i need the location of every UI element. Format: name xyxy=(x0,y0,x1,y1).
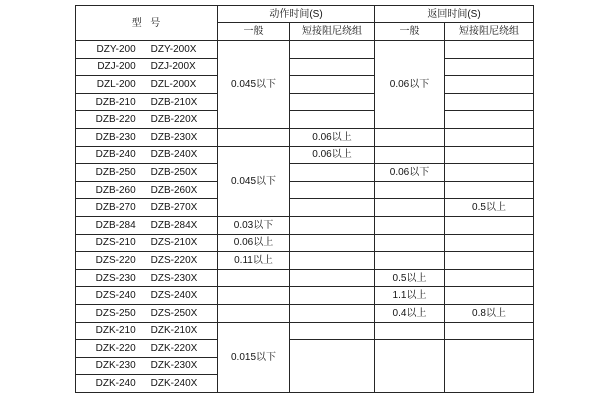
return-damped-winding-cell xyxy=(445,76,534,94)
return-damped-winding-cell xyxy=(445,58,534,76)
action-damped-winding-cell xyxy=(290,252,375,270)
return-general-cell xyxy=(375,234,445,252)
model-name: DZB-210 xyxy=(95,96,136,108)
return-damped-winding-cell xyxy=(445,111,534,129)
col-header-model: 型 号 xyxy=(76,6,218,41)
model-name: DZS-240 xyxy=(95,290,136,302)
return-damped-winding-cell: 0.5以上 xyxy=(445,199,534,217)
action-damped-winding-cell xyxy=(290,199,375,217)
model-name-x-variant: DZS-250X xyxy=(150,307,198,319)
model-name-x-variant: DZB-230X xyxy=(150,131,198,143)
action-general-cell: 0.03以下 xyxy=(218,216,290,234)
model-name-x-variant: DZK-210X xyxy=(150,325,198,337)
model-name: DZB-230 xyxy=(95,131,136,143)
model-cell xyxy=(76,41,218,59)
action-damped-winding-cell xyxy=(290,269,375,287)
model-cell xyxy=(76,269,218,287)
model-name-x-variant: DZY-200X xyxy=(150,43,197,55)
model-name: DZS-210 xyxy=(95,237,136,249)
model-cell xyxy=(76,181,218,199)
action-general-cell xyxy=(218,304,290,322)
action-damped-winding-cell xyxy=(290,287,375,305)
model-name-x-variant: DZS-230X xyxy=(150,272,198,284)
return-general-cell xyxy=(375,322,445,340)
model-name: DZJ-200 xyxy=(97,61,136,73)
action-general-cell xyxy=(218,287,290,305)
return-damped-winding-cell xyxy=(445,93,534,111)
table-row xyxy=(76,76,534,94)
table-row xyxy=(76,216,534,234)
action-general-cell: 0.11以上 xyxy=(218,252,290,270)
return-general-cell xyxy=(375,199,445,217)
return-damped-winding-cell xyxy=(445,287,534,305)
model-cell xyxy=(76,111,218,129)
model-cell xyxy=(76,128,218,146)
table-row xyxy=(76,181,534,199)
action-damped-winding-cell xyxy=(290,111,375,129)
return-damped-winding-cell xyxy=(445,234,534,252)
model-name: DZY-200 xyxy=(96,43,136,55)
model-name-x-variant: DZS-210X xyxy=(150,237,198,249)
model-name: DZB-284 xyxy=(95,219,136,231)
return-general-cell xyxy=(375,128,445,146)
return-damped-winding-cell xyxy=(445,146,534,164)
action-damped-winding-cell xyxy=(290,322,375,340)
model-cell xyxy=(76,304,218,322)
return-damped-winding-cell xyxy=(445,164,534,182)
table-row xyxy=(76,146,534,164)
action-damped-winding-cell xyxy=(290,304,375,322)
table-row xyxy=(76,304,534,322)
model-name: DZK-210 xyxy=(95,325,136,337)
model-name: DZS-230 xyxy=(95,272,136,284)
model-name-x-variant: DZJ-200X xyxy=(150,61,196,73)
model-name-x-variant: DZK-240X xyxy=(150,378,198,390)
col-header-action-general: 一般 xyxy=(218,23,290,41)
return-general-cell: 0.06以下 xyxy=(375,164,445,182)
model-name-x-variant: DZB-240X xyxy=(150,149,198,161)
return-damped-winding-cell xyxy=(445,41,534,59)
header-row-groups xyxy=(76,6,534,23)
action-general-cell: 0.015以下 xyxy=(218,322,290,393)
model-cell xyxy=(76,58,218,76)
return-general-cell xyxy=(375,146,445,164)
col-header-action-damped-winding: 短接阻尼绕组 xyxy=(290,23,375,41)
model-cell xyxy=(76,164,218,182)
model-cell xyxy=(76,252,218,270)
model-name-x-variant: DZB-250X xyxy=(150,166,198,178)
model-name-x-variant: DZB-284X xyxy=(150,219,198,231)
model-cell xyxy=(76,76,218,94)
action-damped-winding-cell: 0.06以上 xyxy=(290,128,375,146)
action-damped-winding-cell xyxy=(290,216,375,234)
model-name-x-variant: DZS-220X xyxy=(150,254,198,266)
model-cell xyxy=(76,375,218,393)
return-general-cell: 0.4以上 xyxy=(375,304,445,322)
table-row xyxy=(76,322,534,340)
model-name: DZB-250 xyxy=(95,166,136,178)
return-general-cell xyxy=(375,252,445,270)
action-damped-winding-cell xyxy=(290,340,375,393)
action-damped-winding-cell xyxy=(290,164,375,182)
return-damped-winding-cell xyxy=(445,340,534,393)
return-general-cell xyxy=(375,340,445,393)
action-general-cell: 0.06以上 xyxy=(218,234,290,252)
return-damped-winding-cell xyxy=(445,252,534,270)
model-name-x-variant: DZB-210X xyxy=(150,96,198,108)
table-row xyxy=(76,234,534,252)
model-cell xyxy=(76,93,218,111)
model-cell xyxy=(76,357,218,375)
model-name-x-variant: DZB-220X xyxy=(150,114,198,126)
table-row xyxy=(76,199,534,217)
action-damped-winding-cell: 0.06以上 xyxy=(290,146,375,164)
model-name: DZB-270 xyxy=(95,202,136,214)
return-general-cell: 0.5以上 xyxy=(375,269,445,287)
table-row xyxy=(76,287,534,305)
model-name: DZK-240 xyxy=(95,378,136,390)
action-general-cell xyxy=(218,128,290,146)
model-cell xyxy=(76,322,218,340)
model-cell xyxy=(76,287,218,305)
action-damped-winding-cell xyxy=(290,76,375,94)
return-damped-winding-cell: 0.8以上 xyxy=(445,304,534,322)
col-header-return-time: 返回时间(S) xyxy=(375,6,534,23)
col-header-return-general: 一般 xyxy=(375,23,445,41)
table-row xyxy=(76,269,534,287)
model-cell xyxy=(76,340,218,358)
action-damped-winding-cell xyxy=(290,93,375,111)
action-damped-winding-cell xyxy=(290,234,375,252)
table-row xyxy=(76,41,534,59)
action-damped-winding-cell xyxy=(290,58,375,76)
table-row xyxy=(76,128,534,146)
model-name: DZK-220 xyxy=(95,342,136,354)
model-name-x-variant: DZL-200X xyxy=(150,78,197,90)
table-body xyxy=(76,41,534,393)
model-cell xyxy=(76,146,218,164)
action-damped-winding-cell xyxy=(290,181,375,199)
action-general-cell: 0.045以下 xyxy=(218,41,290,129)
model-name-x-variant: DZK-230X xyxy=(150,360,198,372)
return-general-cell: 0.06以下 xyxy=(375,41,445,129)
return-damped-winding-cell xyxy=(445,181,534,199)
model-name: DZB-240 xyxy=(95,149,136,161)
model-name-x-variant: DZS-240X xyxy=(150,290,198,302)
model-name: DZS-220 xyxy=(95,254,136,266)
model-name: DZB-260 xyxy=(95,184,136,196)
col-header-return-damped-winding: 短接阻尼绕组 xyxy=(445,23,534,41)
return-general-cell xyxy=(375,216,445,234)
table-row xyxy=(76,93,534,111)
return-damped-winding-cell xyxy=(445,216,534,234)
action-damped-winding-cell xyxy=(290,41,375,59)
model-name: DZK-230 xyxy=(95,360,136,372)
model-cell xyxy=(76,234,218,252)
model-cell xyxy=(76,199,218,217)
relay-timing-table xyxy=(75,5,534,393)
model-name-x-variant: DZK-220X xyxy=(150,342,198,354)
action-general-cell: 0.045以下 xyxy=(218,146,290,216)
table-row xyxy=(76,111,534,129)
action-general-cell xyxy=(218,269,290,287)
table-row xyxy=(76,58,534,76)
model-cell xyxy=(76,216,218,234)
table-row xyxy=(76,252,534,270)
table-row xyxy=(76,164,534,182)
return-damped-winding-cell xyxy=(445,269,534,287)
table-header xyxy=(76,6,534,41)
table-row xyxy=(76,340,534,358)
model-name-x-variant: DZB-260X xyxy=(150,184,198,196)
return-general-cell xyxy=(375,181,445,199)
return-damped-winding-cell xyxy=(445,322,534,340)
model-name-x-variant: DZB-270X xyxy=(150,202,198,214)
model-name: DZB-220 xyxy=(95,114,136,126)
model-name: DZS-250 xyxy=(95,307,136,319)
model-name: DZL-200 xyxy=(96,78,136,90)
col-header-action-time: 动作时间(S) xyxy=(218,6,375,23)
return-damped-winding-cell xyxy=(445,128,534,146)
return-general-cell: 1.1以上 xyxy=(375,287,445,305)
